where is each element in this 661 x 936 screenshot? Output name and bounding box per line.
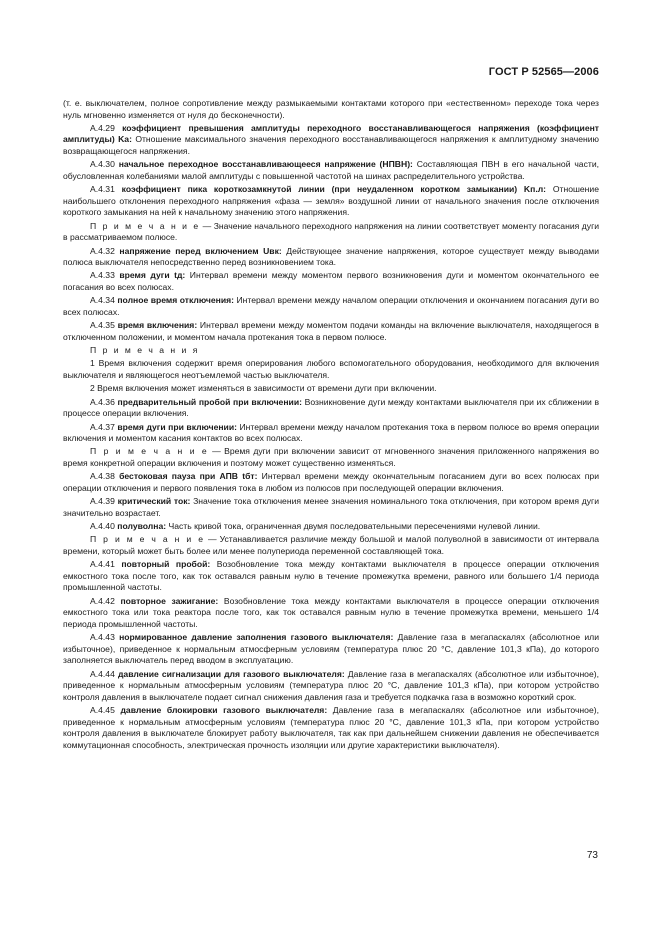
clause-number: А.4.44: [90, 668, 115, 679]
definition-a-4-38: [63, 471, 599, 494]
definition-text: Интервал времени между началом операции отключения и окончанием погасания дуги во всех полюсах.: [63, 295, 599, 317]
clause-number: А.4.38: [90, 471, 115, 482]
term: коэффициент пика короткозамкнутой линии (при неудаленном коротком замыкании) Kп.л:: [121, 184, 547, 195]
note-text: — Устанавливается различие между большой и малой полуволной в зависимости от интервала времени, который может быть более или менее полупериода переменной составляющей тока.: [63, 534, 600, 557]
definition-text: Интервал времени между началом протекания тока в первом полюсе во время операции включения и моментом касания контактов во всех полюсах.: [63, 421, 599, 444]
definition-text: Значение тока отключения менее значения номинального тока отключения, при котором время дуги значительно возрастает.: [63, 496, 599, 518]
definition-text: Интервал времени между моментом первого возникновения дуги и моментом окончательного ее погасания во всех полюсах.: [63, 270, 600, 292]
clause-number: А.4.37: [90, 421, 115, 432]
term: повторное зажигание:: [120, 595, 219, 606]
clause-number: А.4.29: [90, 122, 115, 133]
term: бестоковая пауза при АПВ tбт:: [119, 471, 258, 482]
clause-number: А.4.45: [90, 705, 115, 716]
page-number: 73: [586, 850, 598, 861]
term: коэффициент превышения амплитуды переходного восстанавливающегося напряжения (коэффициент амплитуды) Kа:: [63, 122, 600, 145]
definition-a-4-35: [63, 320, 599, 343]
definition-text: Давление газа в мегапаскалях (абсолютное или избыточное), приведенное к нормальным атмосферным условиям (температура плюс 20 °С, давление 101,3 кПа), до которого заполняется выключатель перед вводом в эксплуатацию.: [63, 632, 600, 666]
note-label: П р и м е ч а н и е: [90, 534, 205, 545]
clause-number: А.4.39: [90, 496, 115, 507]
term: давление блокировки газового выключателя:: [120, 705, 328, 716]
clause-number: А.4.35: [90, 320, 115, 331]
definition-text: Возникновение дуги между контактами выключателя при их сближении в процессе операции включения.: [63, 396, 600, 419]
term: полуволна:: [117, 521, 167, 532]
definition-a-4-39: [63, 496, 599, 519]
definition-text: Интервал времени между окончательным погасанием дуги во всех полюсах при операции отключения и первого появления тока в любом из полюсов при последующей операции включения.: [63, 471, 599, 493]
definition-a-4-43: [63, 632, 599, 667]
definition-a-4-42: [63, 596, 599, 631]
definition-a-4-30: [63, 159, 599, 182]
note-text: — Время дуги при включении зависит от мгновенного значения приложенного напряжения во время конкретной операции включения и поэтому может существенно изменяться.: [63, 446, 600, 469]
definition-a-4-31: [63, 184, 599, 219]
note: [63, 221, 599, 244]
definition-text: Отношение максимального значения переходного восстанавливающегося напряжения к амплитудному значению возвращающегося напряжения.: [63, 134, 599, 156]
definition-text: Отношение наибольшего отклонения переходного напряжения «фаза — земля» воздушной линии от начального значения после отключения короткого замыкания на ней к начальному значению этого напряжения.: [63, 184, 599, 218]
definition-a-4-32: [63, 246, 599, 269]
term: время дуги tд:: [119, 270, 186, 281]
definition-text: Составляющая ПВН в его начальной части, обусловленная колебаниями малой амплитуды с повышенной частотой на шинах распределительного устройства.: [63, 159, 600, 181]
note-item-1: 1 Время включения содержит время оперирования любого вспомогательного оборудования, необходимого для включения выключателя и являющегося неотъемлемой частью выключателя.: [63, 358, 599, 380]
clause-number: А.4.43: [90, 632, 115, 643]
term: время включения:: [117, 320, 198, 331]
definition-text: Интервал времени между моментом подачи команды на включение выключателя, находящегося в отключенном положении, и моментом начала протекания тока в первом полюсе.: [63, 320, 599, 342]
definition-text: Давление газа в мегапаскалях (абсолютное или избыточное), приведенное к нормальным атмосферным условиям (температура плюс 20 °С, давление 101,3 кПа, при котором устройство контроля давления в выключателе блокирует работу выключателя, так как при дальнейшем снижении давления не обеспечивается коммутационная способность, электрическая прочность изоляции или другие характеристики выключателя).: [63, 705, 599, 750]
term: нормированное давление заполнения газового выключателя:: [119, 632, 394, 643]
clause-number: А.4.40: [90, 521, 115, 532]
definition-a-4-40: [63, 521, 599, 533]
term: начальное переходное восстанавливающееся напряжение (НПВН):: [118, 159, 413, 170]
clause-number: А.4.31: [90, 184, 115, 195]
clause-number: А.4.36: [90, 396, 115, 407]
definition-a-4-36: [63, 397, 599, 420]
note-text: — Значение начального переходного напряжения на линии соответствует моменту погасания дуги в рассматриваемом полюсе.: [63, 220, 599, 243]
term: критический ток:: [117, 496, 191, 507]
definition-a-4-45: [63, 705, 599, 751]
clause-number: А.4.32: [90, 245, 115, 256]
definition-text: Возобновление тока между контактами выключателя в процессе операции отключения емкостного тока или тока реактора после того, как ток оставался равным нулю в течение промежутка времени, меньшего 1/4 периода промышленной частоты.: [63, 595, 599, 629]
note: [63, 534, 599, 557]
note: [63, 446, 599, 469]
clause-number: А.4.30: [90, 159, 115, 170]
definition-text: Возобновление тока между контактами выключателя в процессе операции отключения емкостного тока после того, как ток оставался равным нулю в течение промежутка времени, равного или большего 1/4 периода промышленной частоты.: [63, 559, 599, 593]
term: полное время отключения:: [117, 295, 235, 306]
note-item-2: 2 Время включения может изменяться в зависимости от времени дуги при включении.: [90, 383, 437, 394]
definition-text: Давление газа в мегапаскалях (абсолютное или избыточное), приведенное к нормальным атмосферным условиям (температура плюс 20 °С, давление 101,3 кПа), при котором устройство контроля давления в выключателе подает сигнал снижения давления газа и требуется подкачка газа в возможно короткий срок.: [63, 668, 599, 702]
definition-a-4-41: [63, 559, 599, 594]
note-label: П р и м е ч а н и е: [90, 220, 201, 231]
clause-number: А.4.41: [90, 559, 115, 570]
document-body: [63, 98, 599, 753]
definition-text: Часть кривой тока, ограниченная двумя последовательными пересечениями нулевой линии.: [166, 521, 541, 532]
definition-a-4-44: [63, 669, 599, 704]
clause-number: А.4.34: [90, 295, 115, 306]
term: напряжение перед включением Uвк:: [119, 245, 282, 256]
paragraph-continuation: (т. е. выключателем, полное сопротивление между размыкаемыми контактами которого при «естественном» переходе тока через нуль мгновенно изменяется от нуля до бесконечности).: [63, 98, 599, 120]
note-label: П р и м е ч а н и е: [90, 446, 209, 457]
notes-heading: П р и м е ч а н и я: [90, 345, 200, 356]
definition-a-4-34: [63, 295, 599, 318]
term: давление сигнализации для газового выключателя:: [117, 668, 345, 679]
term: предварительный пробой при включении:: [117, 396, 302, 407]
term: время дуги при включении:: [117, 421, 237, 432]
definition-a-4-37: [63, 422, 599, 445]
definition-text: Действующее значение напряжения, которое существует между выводами полюса выключателя непосредственно перед возникновением тока.: [63, 245, 599, 268]
clause-number: А.4.33: [90, 270, 115, 281]
clause-number: А.4.42: [90, 595, 115, 606]
definition-a-4-29: [63, 123, 599, 158]
term: повторный пробой:: [121, 559, 211, 570]
definition-a-4-33: [63, 270, 599, 293]
standard-designation: ГОСТ Р 52565—2006: [488, 66, 599, 78]
